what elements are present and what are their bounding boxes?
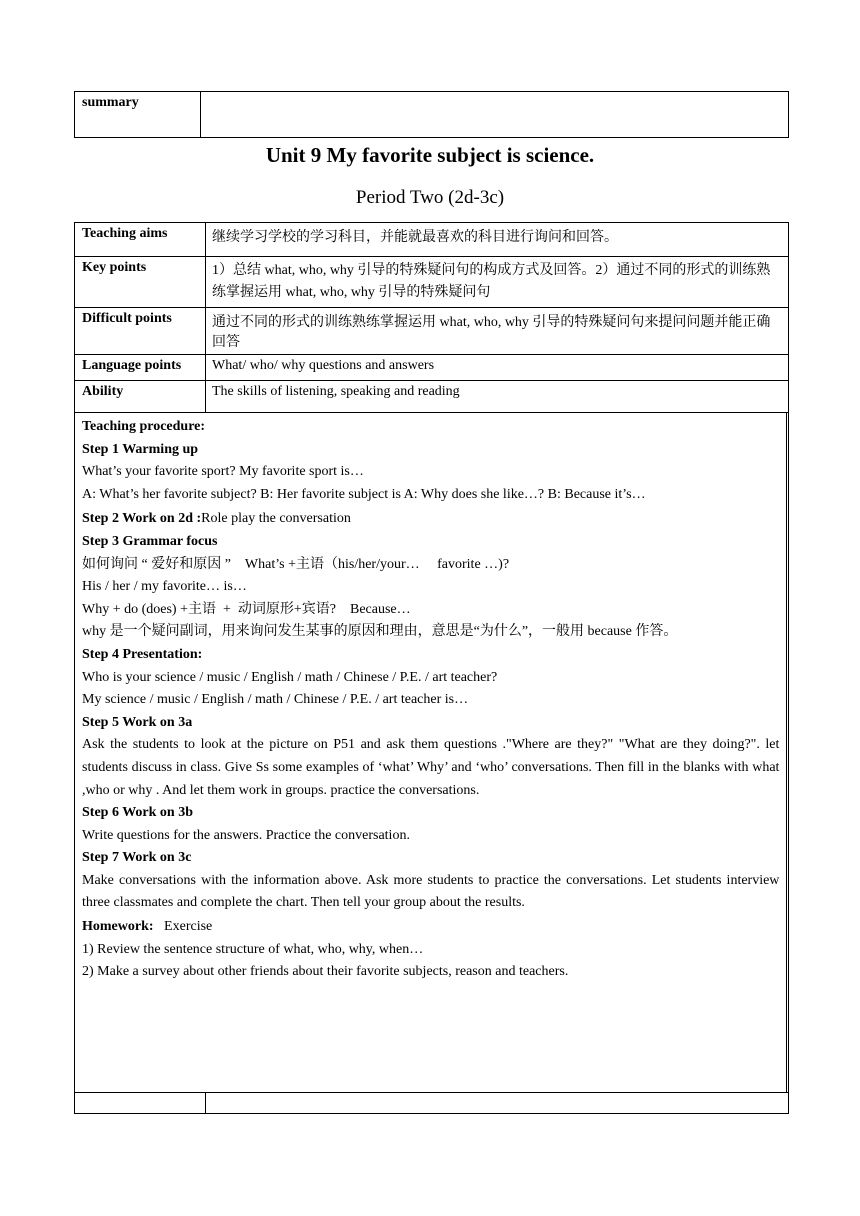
step3-line4: why 是一个疑问副词，用来询问发生某事的原因和理由，意思是“为什么”，一般用 because 作答。 [82, 624, 678, 640]
step5-text: Ask the students to look at the picture on P51 and ask them questions ."Where are they?" "What are they doing?". let students discuss in class. Give Ss some examples of ‘what’ Why’ and ‘who’ conversations. Then fill in the blanks with what ,who or why . And let them work in groups. practice the conversations. [82, 737, 780, 798]
homework [82, 916, 779, 939]
homework-line2: 2) Make a survey about other friends about their favorite subjects, reason and teachers. [82, 964, 569, 980]
step5-title: Step 5 Work on 3a [82, 714, 193, 730]
page-title: Unit 9 My favorite subject is science. [265, 143, 595, 167]
homework-text: Exercise [164, 919, 213, 935]
footer-cell-left [75, 1093, 206, 1114]
step3-line2: His / her / my favorite… is… [82, 579, 247, 595]
summary-label: summary [75, 92, 201, 138]
summary-table [74, 91, 789, 138]
difficult-points-value: 通过不同的形式的训练熟练掌握运用 what, who, why 引导的特殊疑问句来提问问题并能正确回答 [206, 308, 789, 355]
step4-title: Step 4 Presentation: [82, 646, 203, 662]
step7-text: Make conversations with the information above. Ask more students to practice the conversations. Let students interview three classmates and complete the chart. Then tell your group about the results. [82, 872, 780, 911]
step1-line2: A: What’s her favorite subject? B: Her favorite subject is A: Why does she like…? B: Because it’s… [82, 486, 646, 502]
ability-label: Ability [75, 381, 206, 413]
step3-line3: Why + do (does) +主语 + 动词原形+宾语? Because… [82, 601, 411, 617]
procedure-heading: Teaching procedure: [82, 419, 206, 434]
teaching-procedure-cell [75, 413, 787, 1093]
summary-cell [201, 92, 789, 138]
teaching-aims-value: 继续学习学校的学习科目，并能就最喜欢的科目进行询问和回答。 [206, 223, 789, 257]
homework-title: Homework: [82, 919, 154, 935]
difficult-points-label: Difficult points [75, 308, 206, 355]
step4-line2: My science / music / English / math / Chinese / P.E. / art teacher is… [82, 692, 469, 708]
step3-title: Step 3 Grammar focus [82, 533, 218, 549]
lesson-plan-table [74, 222, 789, 1114]
ability-value: The skills of listening, speaking and reading [206, 381, 789, 413]
key-points-label: Key points [75, 257, 206, 308]
footer-cell-right [206, 1093, 789, 1114]
language-points-value: What/ who/ why questions and answers [206, 355, 789, 381]
step2-title: Step 2 Work on 2d : [82, 511, 202, 527]
key-points-value: 1）总结 what, who, why 引导的特殊疑问句的构成方式及回答。2）通过不同的形式的训练熟练掌握运用 what, who, why 引导的特殊疑问句 [206, 257, 789, 308]
step1-line1: What’s your favorite sport? My favorite sport is… [82, 464, 364, 480]
step1-title: Step 1 Warming up [82, 441, 199, 457]
teaching-aims-label: Teaching aims [75, 223, 206, 257]
step2-text: Role play the conversation [201, 511, 351, 527]
step6-text: Write questions for the answers. Practice the conversation. [82, 827, 410, 843]
step6-title: Step 6 Work on 3b [82, 805, 193, 821]
page-subtitle: Period Two (2d-3c) [355, 187, 505, 208]
step7-title: Step 7 Work on 3c [82, 850, 192, 866]
step2 [82, 508, 779, 531]
notes-cell [787, 413, 789, 1093]
step3-line1: 如何询问 “ 爱好和原因 ” What’s +主语（his/her/your… favorite …)? [82, 556, 510, 572]
homework-line1: 1) Review the sentence structure of what, who, why, when… [82, 941, 424, 957]
language-points-label: Language points [75, 355, 206, 381]
step4-line1: Who is your science / music / English / math / Chinese / P.E. / art teacher? [82, 669, 498, 685]
